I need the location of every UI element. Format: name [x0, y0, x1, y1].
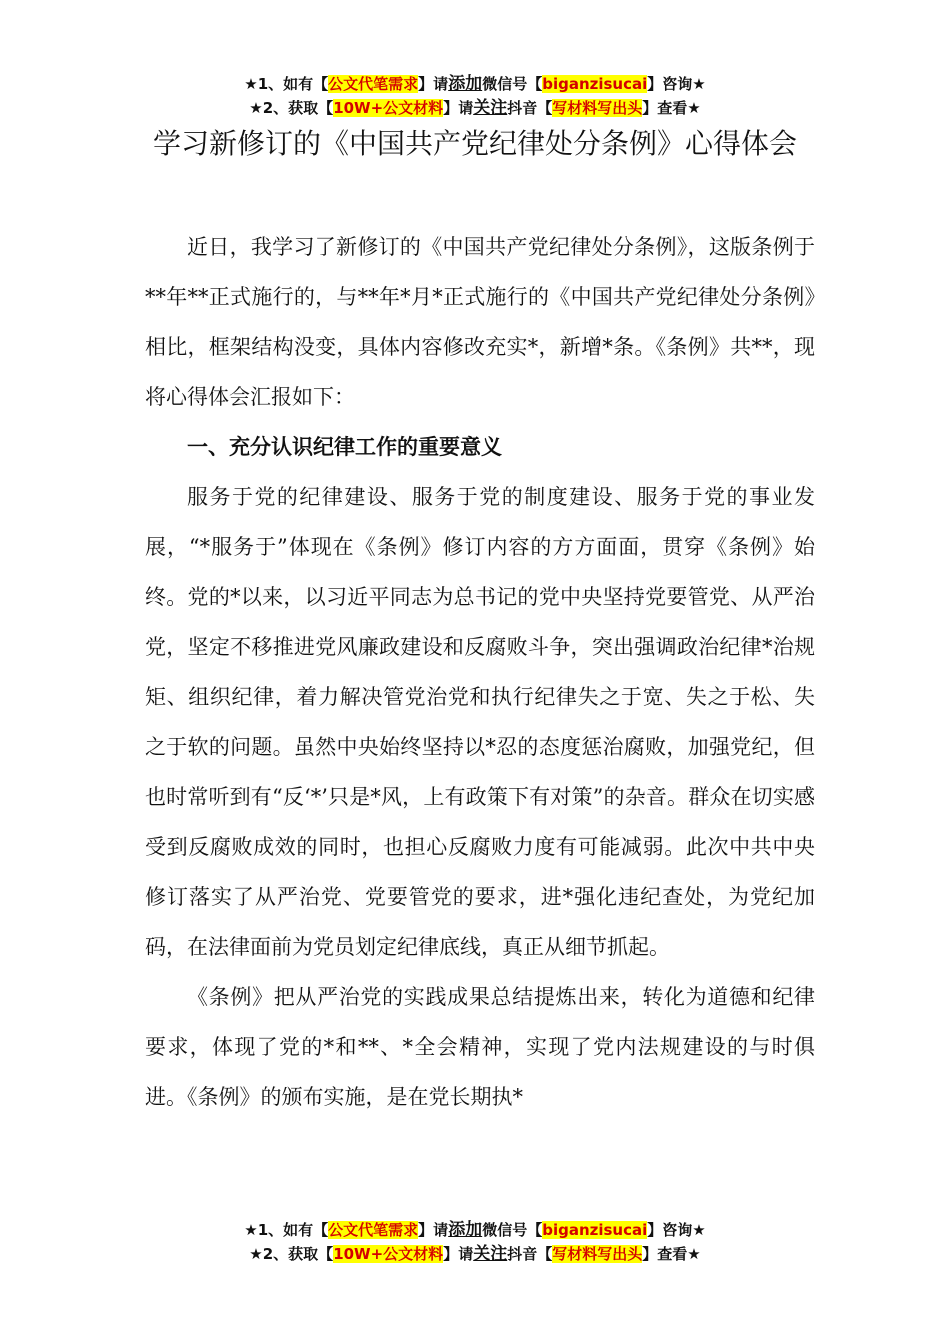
- promo-text: 】请: [418, 1221, 449, 1239]
- promo-text: 】查看★: [642, 1245, 701, 1263]
- promo-underlined: 添加: [448, 74, 483, 94]
- promo-underlined: 关注: [473, 1244, 508, 1264]
- promo-text: 】请: [443, 1245, 474, 1263]
- promo-text: 】请: [418, 75, 449, 93]
- promo-highlight: 写材料写出头: [552, 1245, 643, 1263]
- promo-text: ★2、获取【: [249, 99, 334, 117]
- promo-text: 】请: [443, 99, 474, 117]
- promo-highlight: 写材料写出头: [552, 99, 643, 117]
- section-heading: 一、充分认识纪律工作的重要意义: [187, 435, 502, 459]
- promo-underlined: 关注: [473, 98, 508, 118]
- promo-text: 抖音【: [507, 1245, 553, 1263]
- promo-text: 微信号【: [482, 1221, 543, 1239]
- promo-highlight: 公文代笔需求: [328, 75, 419, 93]
- promo-text: 】咨询★: [647, 75, 706, 93]
- footer-promo-banner: [0, 1218, 950, 1266]
- promo-line-2: [0, 96, 950, 120]
- promo-highlight: 公文代笔需求: [328, 1221, 419, 1239]
- promo-line-1: [0, 1218, 950, 1242]
- document-body: [145, 222, 815, 1122]
- promo-text: 】咨询★: [647, 1221, 706, 1239]
- promo-line-1: [0, 72, 950, 96]
- promo-underlined: 添加: [448, 1220, 483, 1240]
- page-title: 学习新修订的《中国共产党纪律处分条例》心得体会: [152, 127, 797, 160]
- promo-text: 】查看★: [642, 99, 701, 117]
- promo-text: ★2、获取【: [249, 1245, 334, 1263]
- promo-highlight: biganzisucai: [542, 75, 648, 93]
- header-promo-banner: [0, 72, 950, 120]
- promo-line-2: [0, 1242, 950, 1266]
- promo-text: 微信号【: [482, 75, 543, 93]
- promo-highlight: 10W+公文材料: [333, 1245, 444, 1263]
- promo-text: ★1、如有【: [244, 75, 329, 93]
- intro-paragraph: 近日，我学习了新修订的《中国共产党纪律处分条例》，这版条例于**年**正式施行的，与**年*月*正式施行的《中国共产党纪律处分条例》相比，框架结构没变，具体内容修改充实*，新增*条。《条例》共**，现将心得体会汇报如下：: [145, 235, 815, 409]
- promo-highlight: 10W+公文材料: [333, 99, 444, 117]
- promo-text: 抖音【: [507, 99, 553, 117]
- body-paragraph: 服务于党的纪律建设、服务于党的制度建设、服务于党的事业发展，“*服务于”体现在《条例》修订内容的方方面面，贯穿《条例》始终。党的*以来，以习近平同志为总书记的党中央坚持党要管党、从严治党，坚定不移推进党风廉政建设和反腐败斗争，突出强调政治纪律*治规矩、组织纪律，着力解决管党治党和执行纪律失之于宽、失之于松、失之于软的问题。虽然中央始终坚持以*忍的态度惩治腐败，加强党纪，但也时常听到有“反‘*’只是*风，上有政策下有对策”的杂音。群众在切实感受到反腐败成效的同时，也担心反腐败力度有可能减弱。此次中共中央修订落实了从严治党、党要管党的要求，进*强化违纪查处，为党纪加码，在法律面前为党员划定纪律底线，真正从细节抓起。: [145, 485, 815, 959]
- body-paragraph: 《条例》把从严治党的实践成果总结提炼出来，转化为道德和纪律要求，体现了党的*和**、*全会精神，实现了党内法规建设的与时俱进。《条例》的颁布实施，是在党长期执*: [145, 985, 815, 1109]
- promo-text: ★1、如有【: [244, 1221, 329, 1239]
- promo-highlight: biganzisucai: [542, 1221, 648, 1239]
